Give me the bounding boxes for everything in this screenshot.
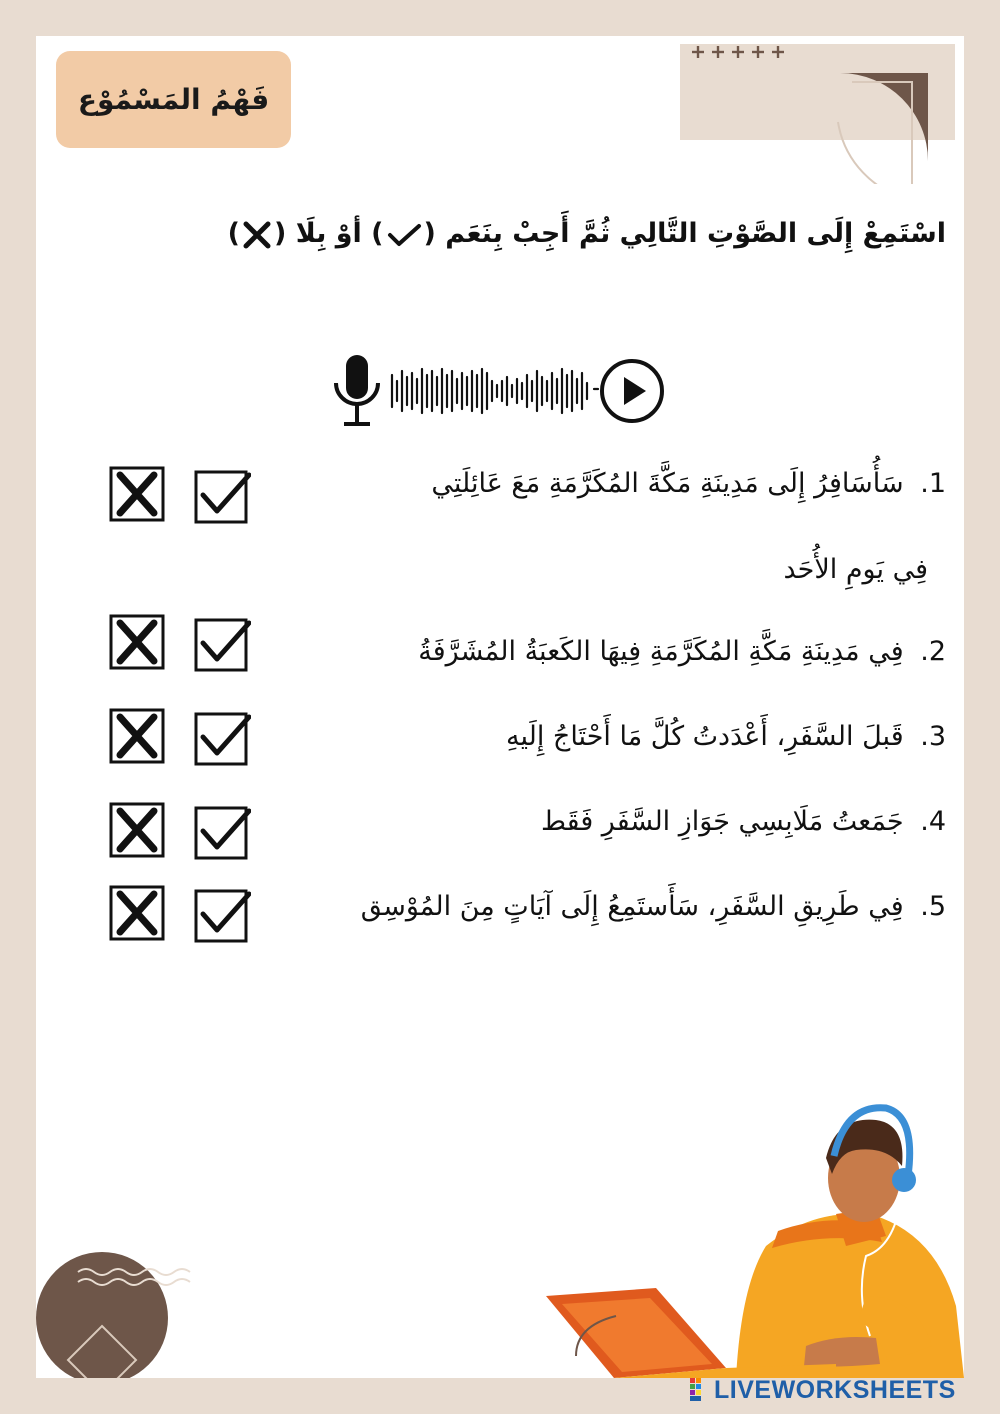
- check-icon: [384, 220, 424, 250]
- answer-yes-1[interactable]: [193, 467, 251, 525]
- question-number: 3.: [920, 721, 946, 752]
- question-text: فِي طَرِيقِ السَّفَرِ، سَأَستَمِعُ إِلَى آيَاتٍ مِنَ المُوْسِق: [360, 891, 904, 922]
- cross-box-icon: [111, 804, 163, 856]
- instruction-mid: ) أوْ بِلَا (: [273, 218, 384, 249]
- question-number: 1.: [920, 468, 946, 499]
- circle-decoration: [36, 1246, 206, 1378]
- cross-box-icon: [111, 887, 163, 939]
- corner-decoration: [680, 36, 964, 184]
- cross-box-icon: [111, 710, 163, 762]
- liveworksheets-logo-icon: [690, 1378, 708, 1402]
- question-text: سَأُسَافِرُ إِلَى مَدِينَةِ مَكَّةَ المُكَرَّمَةِ مَعَ عَائِلَتِي: [431, 468, 904, 499]
- question-text: جَمَعتُ مَلَابِسِي جَوَازِ السَّفَرِ فَقَط: [541, 806, 904, 837]
- answer-yes-4[interactable]: [193, 803, 251, 861]
- question-number: 5.: [920, 891, 946, 922]
- check-box-icon: [196, 891, 249, 941]
- question-number: 4.: [920, 806, 946, 837]
- brand-logo: [690, 1376, 956, 1404]
- question-text: فِي مَدِينَةِ مَكَّةِ المُكَرَّمَةِ فِيهَا الكَعبَةُ المُشَرَّفَةُ: [418, 636, 904, 667]
- title-badge: [56, 51, 291, 148]
- page-title: فَهْمُ المَسْمُوْع: [77, 83, 270, 116]
- answer-no-2[interactable]: [108, 613, 166, 671]
- question-number: 2.: [920, 636, 946, 667]
- check-box-icon: [196, 472, 249, 522]
- instruction-end: ): [227, 218, 240, 249]
- student-illustration: [536, 1096, 964, 1378]
- answer-yes-5[interactable]: [193, 886, 251, 944]
- question-3: [506, 721, 946, 752]
- check-box-icon: [196, 808, 249, 858]
- play-icon: [602, 361, 662, 421]
- answer-no-3[interactable]: [108, 707, 166, 765]
- cross-icon: [240, 220, 274, 250]
- question-4: [541, 806, 946, 837]
- question-text-continuation: فِي يَومِ الأُحَد: [783, 554, 928, 585]
- answer-no-1[interactable]: [108, 465, 166, 523]
- question-1: [431, 468, 946, 499]
- brand-name: LIVEWORKSHEETS: [714, 1375, 956, 1404]
- question-text: قَبلَ السَّفَرِ، أَعْدَدتُ كُلَّ مَا أَحْتَاجُ إِلَيهِ: [505, 721, 904, 752]
- answer-no-5[interactable]: [108, 884, 166, 942]
- microphone-icon: [336, 355, 378, 424]
- instruction-main: اسْتَمِعْ إِلَى الصَّوْتِ التَّالِي ثُمَّ أَجِبْ بِنَعَم (: [423, 218, 946, 249]
- check-box-icon: [196, 620, 249, 670]
- answer-yes-3[interactable]: [193, 709, 251, 767]
- answer-yes-2[interactable]: [193, 615, 251, 673]
- answer-no-4[interactable]: [108, 801, 166, 859]
- cross-box-icon: [111, 468, 163, 520]
- question-2: [418, 636, 946, 667]
- instruction-text: [186, 218, 946, 250]
- worksheet-page: [36, 36, 964, 1378]
- soundwave-icon: [392, 369, 598, 413]
- check-box-icon: [196, 714, 249, 764]
- question-5: [361, 891, 946, 922]
- audio-player[interactable]: [332, 351, 672, 431]
- question-1-continuation: [783, 554, 928, 585]
- cross-box-icon: [111, 616, 163, 668]
